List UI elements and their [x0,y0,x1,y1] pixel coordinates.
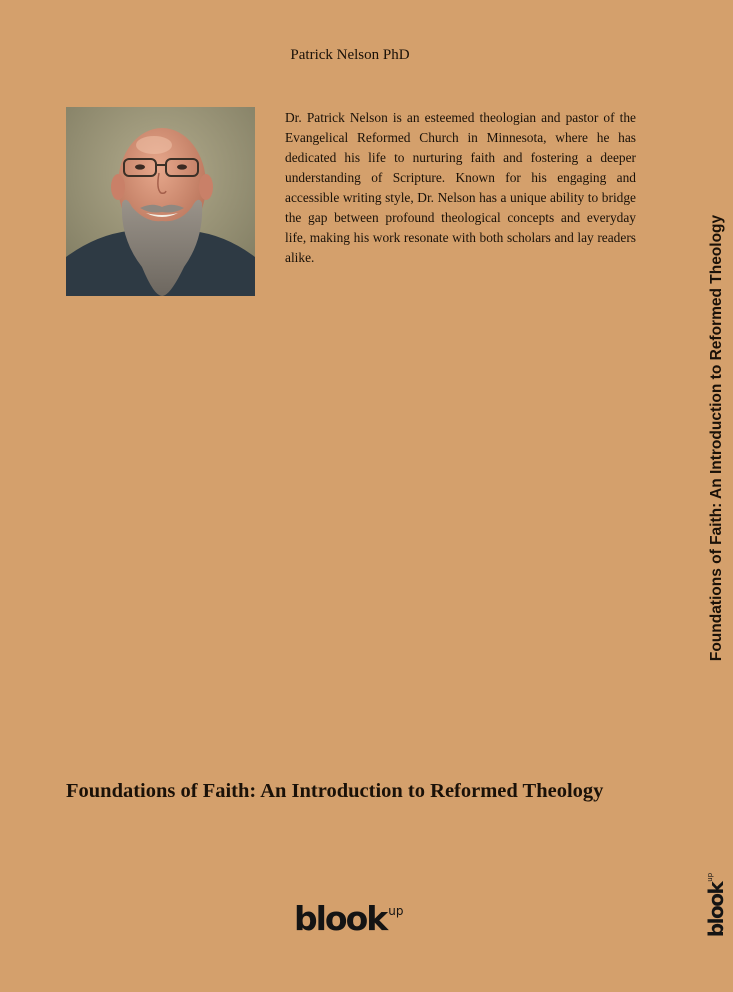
author-name: Patrick Nelson PhD [290,47,410,63]
publisher-logo [294,899,404,938]
spine-logo-word: blook [704,882,728,938]
spine-logo-superscript: up [706,872,714,882]
spine-title: Foundations of Faith: An Introduction to Reformed Theology [708,214,725,662]
book-title: Foundations of Faith: An Introduction to Reformed Theology [66,780,604,802]
spine-publisher-logo [706,873,726,937]
logo-superscript: up [388,904,404,918]
portrait-image [66,107,255,296]
logo-word: blook [294,899,387,938]
author-bio: Dr. Patrick Nelson is an esteemed theologian and pastor of the Evangelical Reformed Church in Minnesota, where he has dedicated his life to nurturing faith and fostering a deeper understanding of Scripture. Known for his engaging and accessible writing style, Dr. Nelson has a unique ability to bridge the gap between profound theological concepts and everyday life, making his work resonate with both scholars and lay readers alike. [285,110,636,265]
author-portrait [66,107,255,296]
